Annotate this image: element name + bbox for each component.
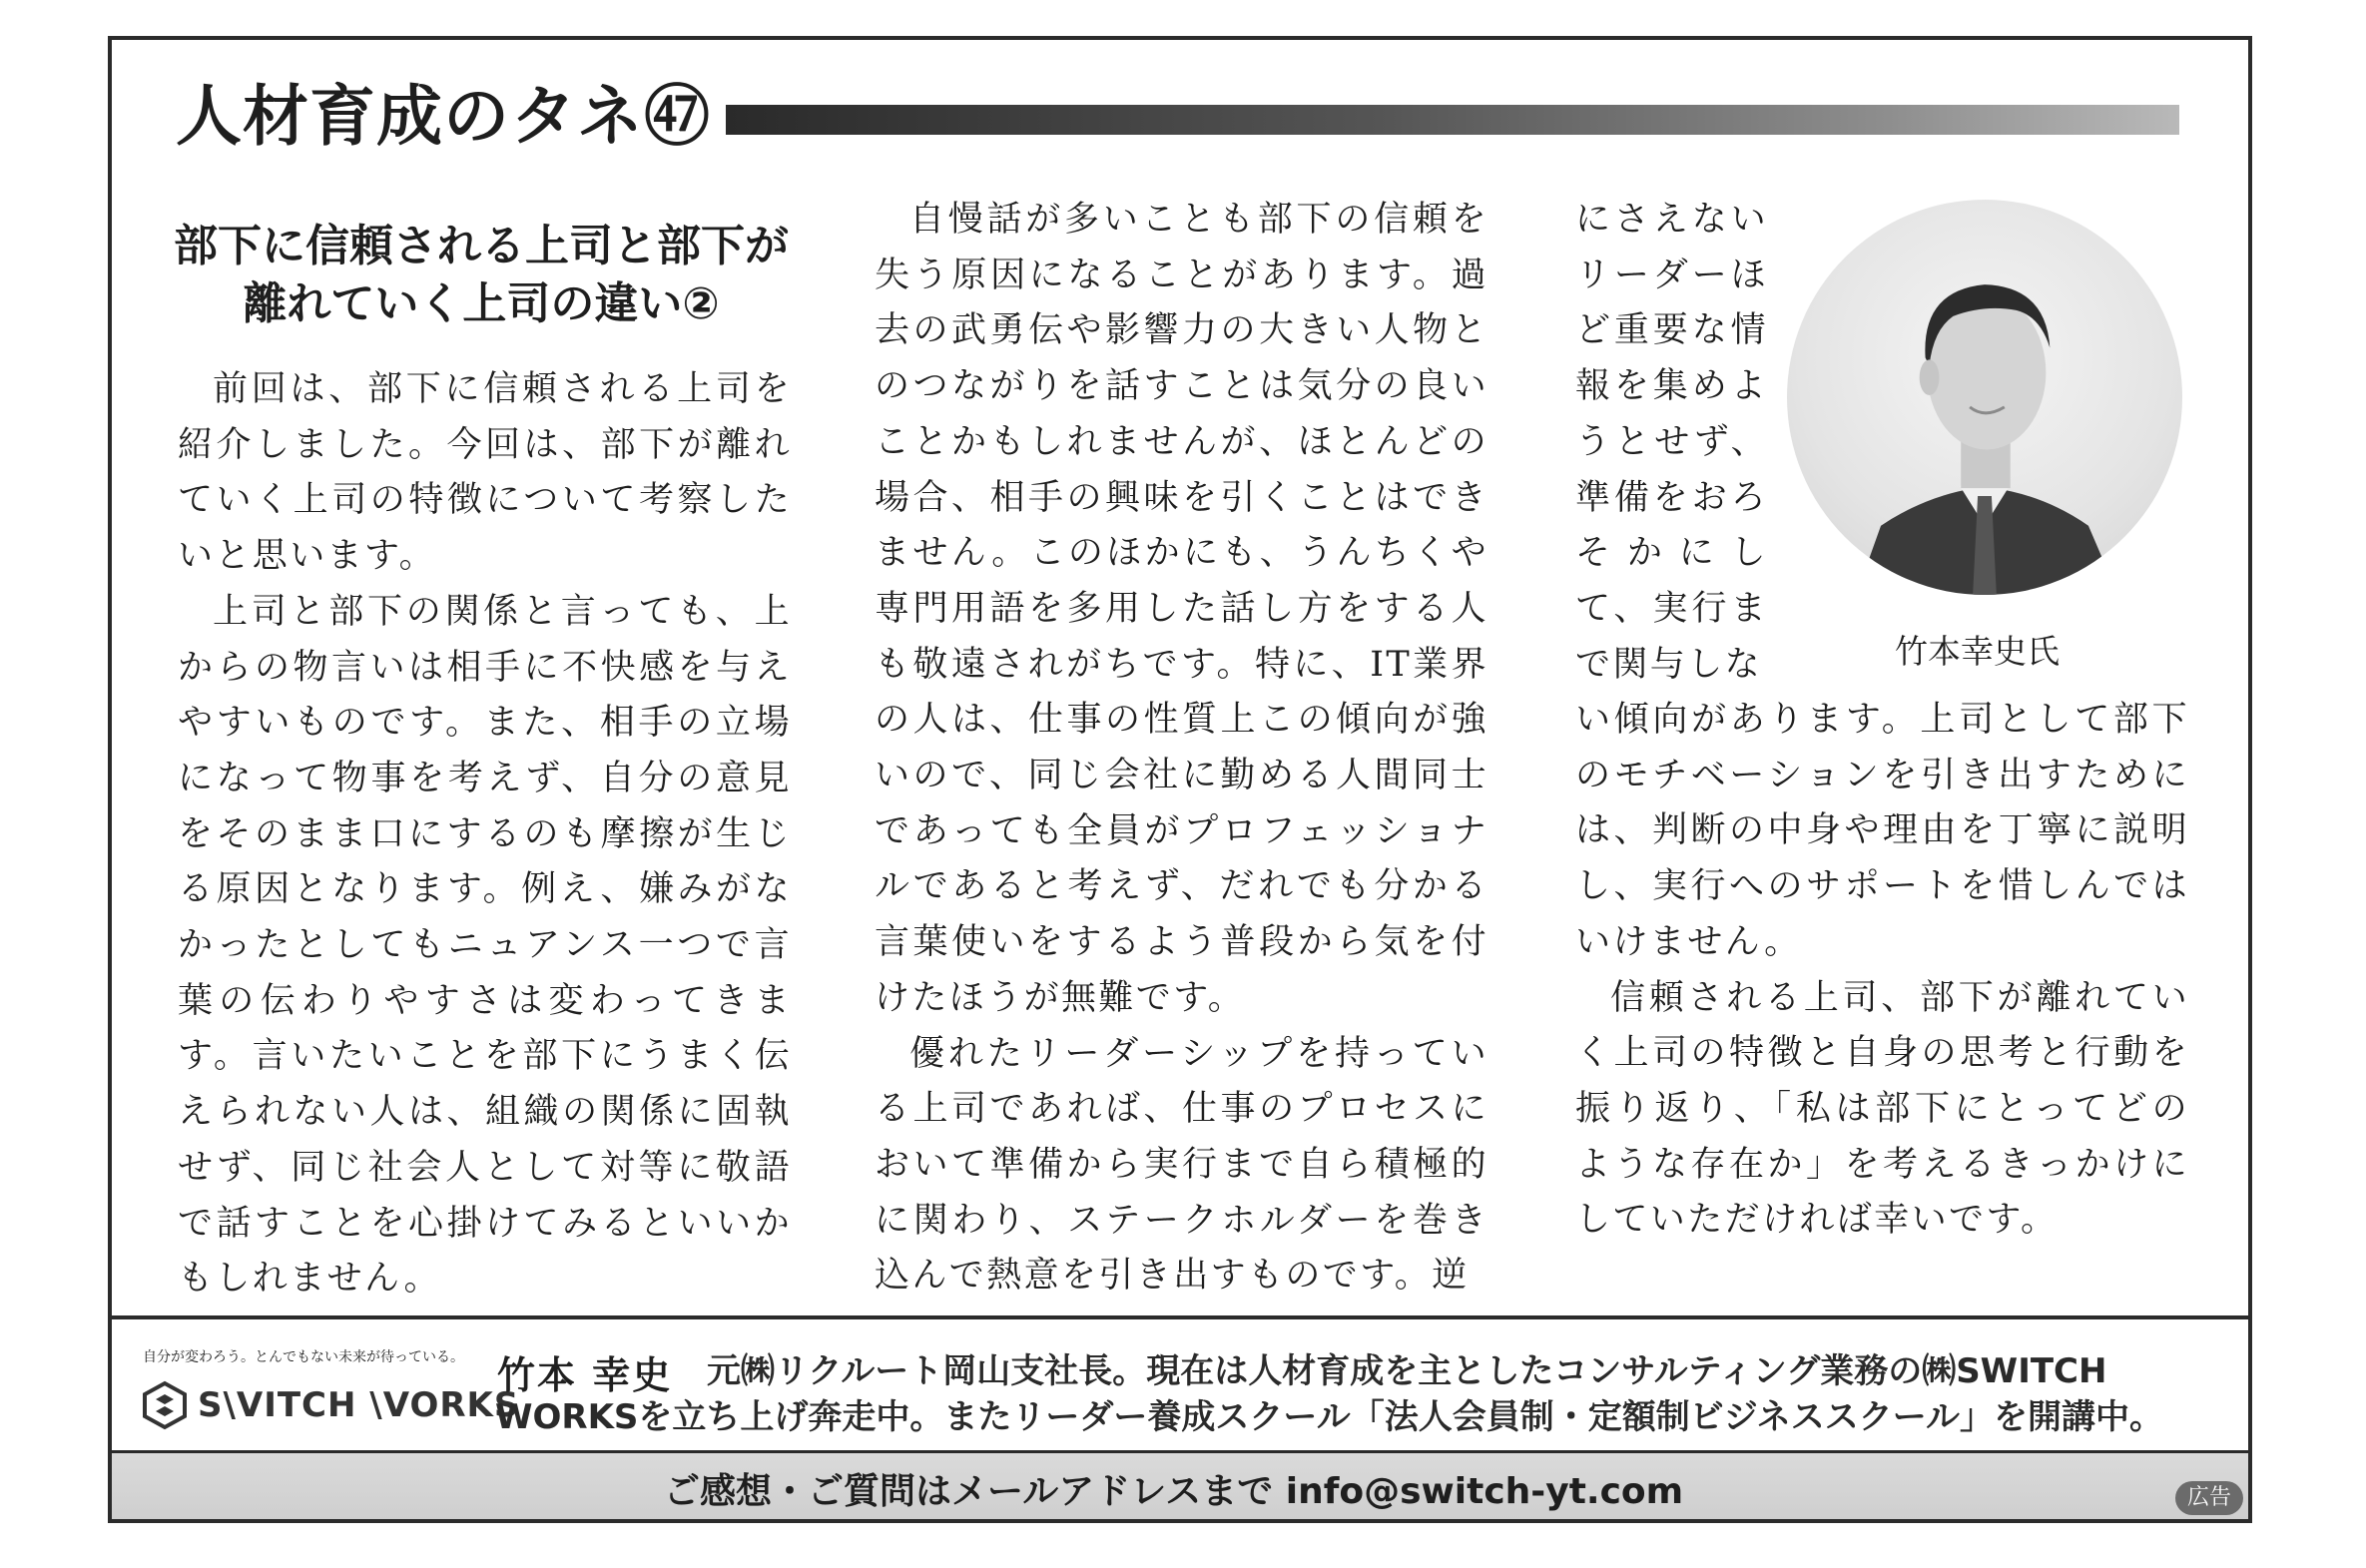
bio-line: 元㈱リクルート岡山支社長。現在は人材育成を主としたコンサルティング業務の㈱SWITCH	[707, 1351, 2107, 1391]
switch-logo-icon	[140, 1380, 190, 1430]
paragraph: 優れたリーダーシップを持っている上司であれば、仕事のプロセスにおいて準備から実行まで自ら積極的に関わり、ステークホルダーを巻き込んで熱意を引き出すものです。逆	[875, 1033, 1488, 1297]
company-tagline: 自分が変わろう。とんでもない未来が待っている。	[143, 1349, 464, 1365]
contact-line: ご感想・ご質問はメールアドレスまで info@switch-yt.com	[664, 1471, 1684, 1512]
bio-line: WORKSを立ち上げ奔走中。またリーダー養成スクール「法人会員制・定額制ビジネススクール」を開講中。	[495, 1397, 2164, 1437]
portrait-image	[1787, 200, 2182, 595]
subtitle-line: 離れていく上司の違い②	[243, 278, 720, 329]
paragraph: 信頼される上司、部下が離れていく上司の特徴と自身の思考と行動を振り返り、「私は部下にとってどのような存在か」を考えるきっかけにしていただければ幸いです。	[1575, 977, 2189, 1241]
body-column-1	[178, 362, 792, 1307]
footer-divider	[112, 1315, 2248, 1319]
body-column-3	[1575, 693, 2189, 1249]
article-subtitle	[172, 218, 791, 333]
paragraph: 自慢話が多いことも部下の信頼を失う原因になることがあります。過去の武勇伝や影響力の大きい人物とのつながりを話すことは気分の良いことかもしれませんが、ほとんどの場合、相手の興味を引くことはできません。このほかにも、うんちくや専門用語を多用した話し方をする人も敬遠されがちです。特に、IT業界の人は、仕事の性質上この傾向が強いので、同じ会社に勤める人間同士であっても全員がプロフェッショナルであると考えず、だれでも分かる言葉使いをするよう普段から気を付けたほうが無難です。	[875, 200, 1488, 1018]
body-column-3-narrow	[1575, 193, 1768, 693]
author-name: 竹本 幸史	[497, 1353, 673, 1397]
column-title: 人材育成のタネ㊼	[176, 78, 711, 155]
subtitle-line: 部下に信頼される上司と部下が	[174, 221, 789, 271]
body-column-2	[875, 193, 1488, 1305]
photo-caption: 竹本幸史氏	[1895, 632, 2060, 671]
title-rule	[726, 105, 2179, 135]
author-photo	[1787, 200, 2182, 595]
paragraph: 前回は、部下に信頼される上司を紹介しました。今回は、部下が離れていく上司の特徴について考察したいと思います。	[178, 369, 792, 577]
paragraph: 上司と部下の関係と言っても、上からの物言いは相手に不快感を与えやすいものです。また、相手の立場になって物事を考えず、自分の意見をそのまま口にするのも摩擦が生じる原因となります。例え、嫌みがなかったとしてもニュアンス一つで言葉の伝わりやすさは変わってきます。言いたいことを部下にうまく伝えられない人は、組織の関係に固執せず、同じ社会人として対等に敬語で話すことを心掛けてみるといいかもしれません。	[178, 591, 792, 1300]
ad-badge: 広告	[2175, 1481, 2243, 1515]
logo-wordmark: S\VITCH \VORKS	[198, 1385, 520, 1425]
paragraph: にさえないリーダーほど重要な情報を集めようとせず、準備をおろそかにして、実行まで関与しな	[1575, 200, 1768, 685]
paragraph: い傾向があります。上司として部下のモチベーションを引き出すためには、判断の中身や理由を丁寧に説明し、実行へのサポートを惜しんではいけません。	[1575, 700, 2189, 962]
company-logo	[140, 1380, 519, 1430]
